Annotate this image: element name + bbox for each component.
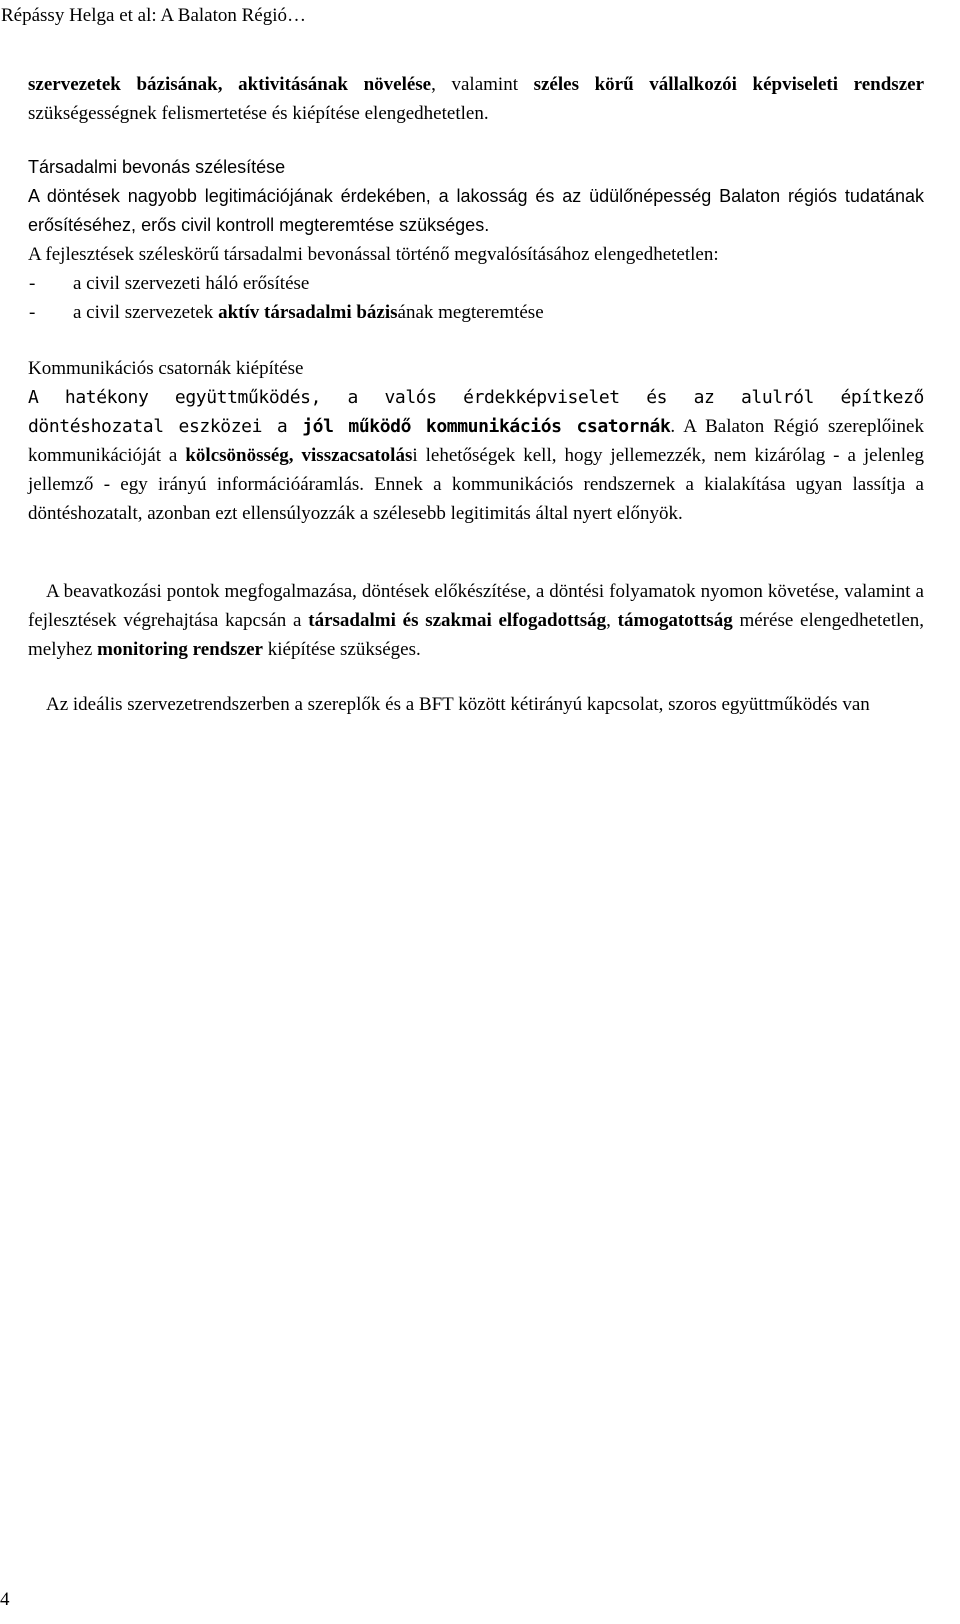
intro-text-2: szükségességnek felismertetése és kiépítése elengedhetetlen. xyxy=(28,103,489,124)
list-item xyxy=(28,269,925,298)
requirement-sentence: A fejlesztések széleskörű társadalmi bevonással történő megvalósításához elengedhetetlen: xyxy=(28,244,719,265)
communication-bold-1: jól működő kommunikációs csatornák xyxy=(302,416,671,437)
list-item-text: a civil szervezeti háló erősítése xyxy=(73,273,310,294)
communication-text-1: A hatékony együttműködés, a valós érdekképviselet és az alulról építkező döntéshozatal eszközei a xyxy=(28,387,924,437)
ideal-structure-paragraph: Az ideális szervezetrendszerben a szereplők és a BFT között kétirányú kapcsolat, szoros együttműködés van xyxy=(46,694,870,715)
communication-text-3: i lehetőségek kell, hogy jellemezzék, nem kizárólag - a jelenleg jellemző - egy irányú információáramlás. Ennek a kommunikációs rendszernek a kialakítása ugyan lassítja a döntéshozatalt, azonban ezt ellensúlyozzák a szélesebb legitimitás által nyert előnyök. xyxy=(28,445,925,524)
monitoring-paragraph xyxy=(28,577,924,664)
running-header: Répássy Helga et al: A Balaton Régió… xyxy=(1,5,307,26)
monitoring-bold-3: monitoring rendszer xyxy=(97,639,263,660)
monitoring-text-1: A beavatkozási pontok megfogalmazása, döntések előkészítése, a döntési folyamatok nyomon követése, valamint a fejlesztések végrehajtása kapcsán a xyxy=(28,581,924,631)
intro-bold-1: szervezetek bázisának, aktivitásának növelése xyxy=(28,74,432,95)
list-item-bold: aktív társadalmi bázis xyxy=(218,302,398,323)
monitoring-text-4: kiépítése szükséges. xyxy=(263,639,421,660)
communication-paragraph xyxy=(28,383,924,528)
intro-bold-2: széles körű vállalkozói képviseleti rendszer xyxy=(533,74,925,95)
list-item-text-post: ának megteremtése xyxy=(397,302,544,323)
list-item xyxy=(28,298,925,327)
communication-heading: Kommunikációs csatornák kiépítése xyxy=(28,358,304,379)
bullet-dash: - xyxy=(29,302,36,323)
intro-paragraph xyxy=(28,70,924,128)
monitoring-bold-2: támogatottság xyxy=(617,610,733,631)
communication-bold-2: kölcsönösség, visszacsatolás xyxy=(185,445,413,466)
social-inclusion-heading: Társadalmi bevonás szélesítése xyxy=(28,157,286,177)
monitoring-text-2: , xyxy=(606,610,618,631)
monitoring-bold-1: társadalmi és szakmai elfogadottság xyxy=(308,610,607,631)
list-item-text-pre: a civil szervezetek xyxy=(73,302,219,323)
intro-text-1: , valamint xyxy=(431,74,534,95)
bullet-dash: - xyxy=(29,273,36,294)
social-inclusion-paragraph: A döntések nagyobb legitimációjának érdekében, a lakosság és az üdülőnépesség Balaton régiós tudatának erősítéséhez, erős civil kontroll megteremtése szükséges. xyxy=(28,186,924,235)
page-number: 4 xyxy=(0,1589,10,1610)
monitoring-text-3: mérése elengedhetetlen, melyhez xyxy=(28,610,924,660)
communication-text-2: . A Balaton Régió szereplőinek kommunikációját a xyxy=(28,416,924,466)
